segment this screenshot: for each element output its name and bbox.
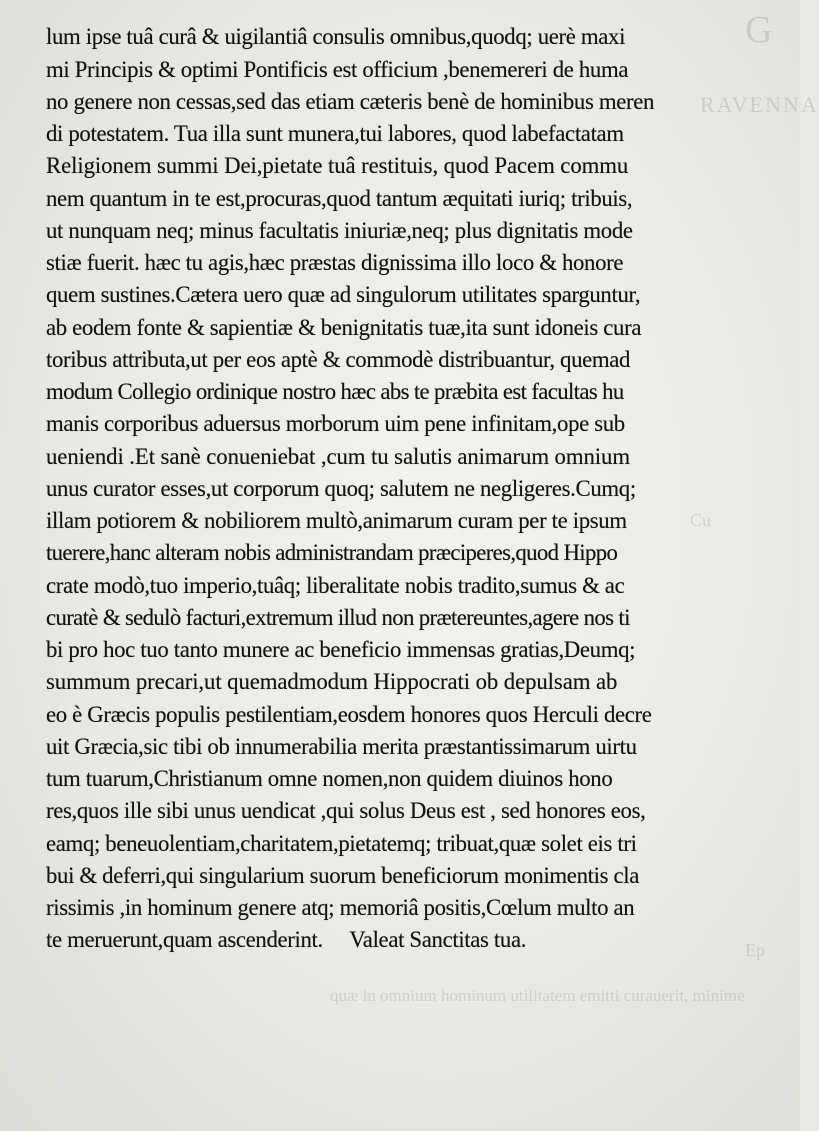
- text-line: unus curator esses,ut corporum quoq; salutem ne negligeres.Cumq;: [46, 476, 636, 501]
- text-line: lum ipse tuâ curâ & uigilantiâ consulis omnibus,quodq; uerè maxi: [46, 24, 626, 49]
- text-line: te meruerunt,quam ascenderint. Valeat Sanctitas tua.: [46, 927, 527, 952]
- text-line: tum tuarum,Christianum omne nomen,non quidem diuinos hono: [46, 766, 613, 791]
- text-line: toribus attributa,ut per eos aptè & commodè distribuantur, quemad: [46, 347, 631, 372]
- text-line: ut nunquam neq; minus facultatis iniuriæ,neq; plus dignitatis mode: [46, 218, 633, 243]
- text-line: stiæ fuerit. hæc tu agis,hæc præstas dignissima illo loco & honore: [46, 250, 624, 275]
- text-line: curatè & sedulò facturi,extremum illud non prætereuntes,agere nos ti: [46, 605, 630, 630]
- text-line: ueniendi .Et sanè conueniebat ,cum tu salutis animarum omnium: [46, 444, 630, 469]
- show-through-line: quæ in omnium hominum utilitatem emitti curauerit, minime: [330, 986, 745, 1005]
- text-line: res,quos ille sibi unus uendicat ,qui solus Deus est , sed honores eos,: [46, 798, 646, 823]
- text-line: modum Collegio ordinique nostro hæc abs te præbita est facultas hu: [46, 379, 624, 404]
- text-line: di potestatem. Tua illa sunt munera,tui labores, quod labefactatam: [46, 121, 624, 146]
- text-line: ab eodem fonte & sapientiæ & benignitatis tuæ,ita sunt idoneis cura: [46, 315, 642, 340]
- text-line: nem quantum in te est,procuras,quod tantum æquitati iuriq; tribuis,: [46, 186, 633, 211]
- show-through-fragment: Ep: [745, 940, 765, 960]
- show-through-heading: RAVENNA: [700, 92, 819, 117]
- text-line: eo è Græcis populis pestilentiam,eosdem honores quos Herculi decre: [46, 702, 652, 727]
- text-line: bi pro hoc tuo tanto munere ac beneficio immensas gratias,Deumq;: [46, 637, 636, 662]
- text-line: Religionem summi Dei,pietate tuâ restituis, quod Pacem commu: [46, 153, 629, 178]
- show-through-letter: G: [745, 9, 773, 51]
- text-line: mi Principis & optimi Pontificis est officium ,benemereri de huma: [46, 57, 629, 82]
- text-line: manis corporibus aduersus morborum uim pene infinitam,ope sub: [46, 411, 625, 436]
- text-line: tuerere,hanc alteram nobis administrandam præciperes,quod Hippo: [46, 540, 618, 565]
- text-line: eamq; beneuolentiam,charitatem,pietatemq; tribuat,quæ solet eis tri: [46, 831, 637, 856]
- text-line: crate modò,tuo imperio,tuâq; liberalitate nobis tradito,sumus & ac: [46, 573, 625, 598]
- text-line: bui & deferri,qui singularium suorum beneficiorum monimentis cla: [46, 863, 639, 888]
- text-line: quem sustines.Cætera uero quæ ad singulorum utilitates sparguntur,: [46, 282, 641, 307]
- text-line: illam potiorem & nobiliorem multò,animarum curam per te ipsum: [46, 508, 627, 533]
- show-through-fragment: Cu: [690, 510, 712, 530]
- text-line: no genere non cessas,sed das etiam cæteris benè de hominibus meren: [46, 89, 655, 114]
- text-line: rissimis ,in hominum genere atq; memoriâ positis,Cœlum multo an: [46, 895, 635, 920]
- text-line: summum precari,ut quemadmodum Hippocrati ob depulsam ab: [46, 669, 618, 694]
- text-line: uit Græcia,sic tibi ob innumerabilia merita præstantissimarum uirtu: [46, 734, 637, 759]
